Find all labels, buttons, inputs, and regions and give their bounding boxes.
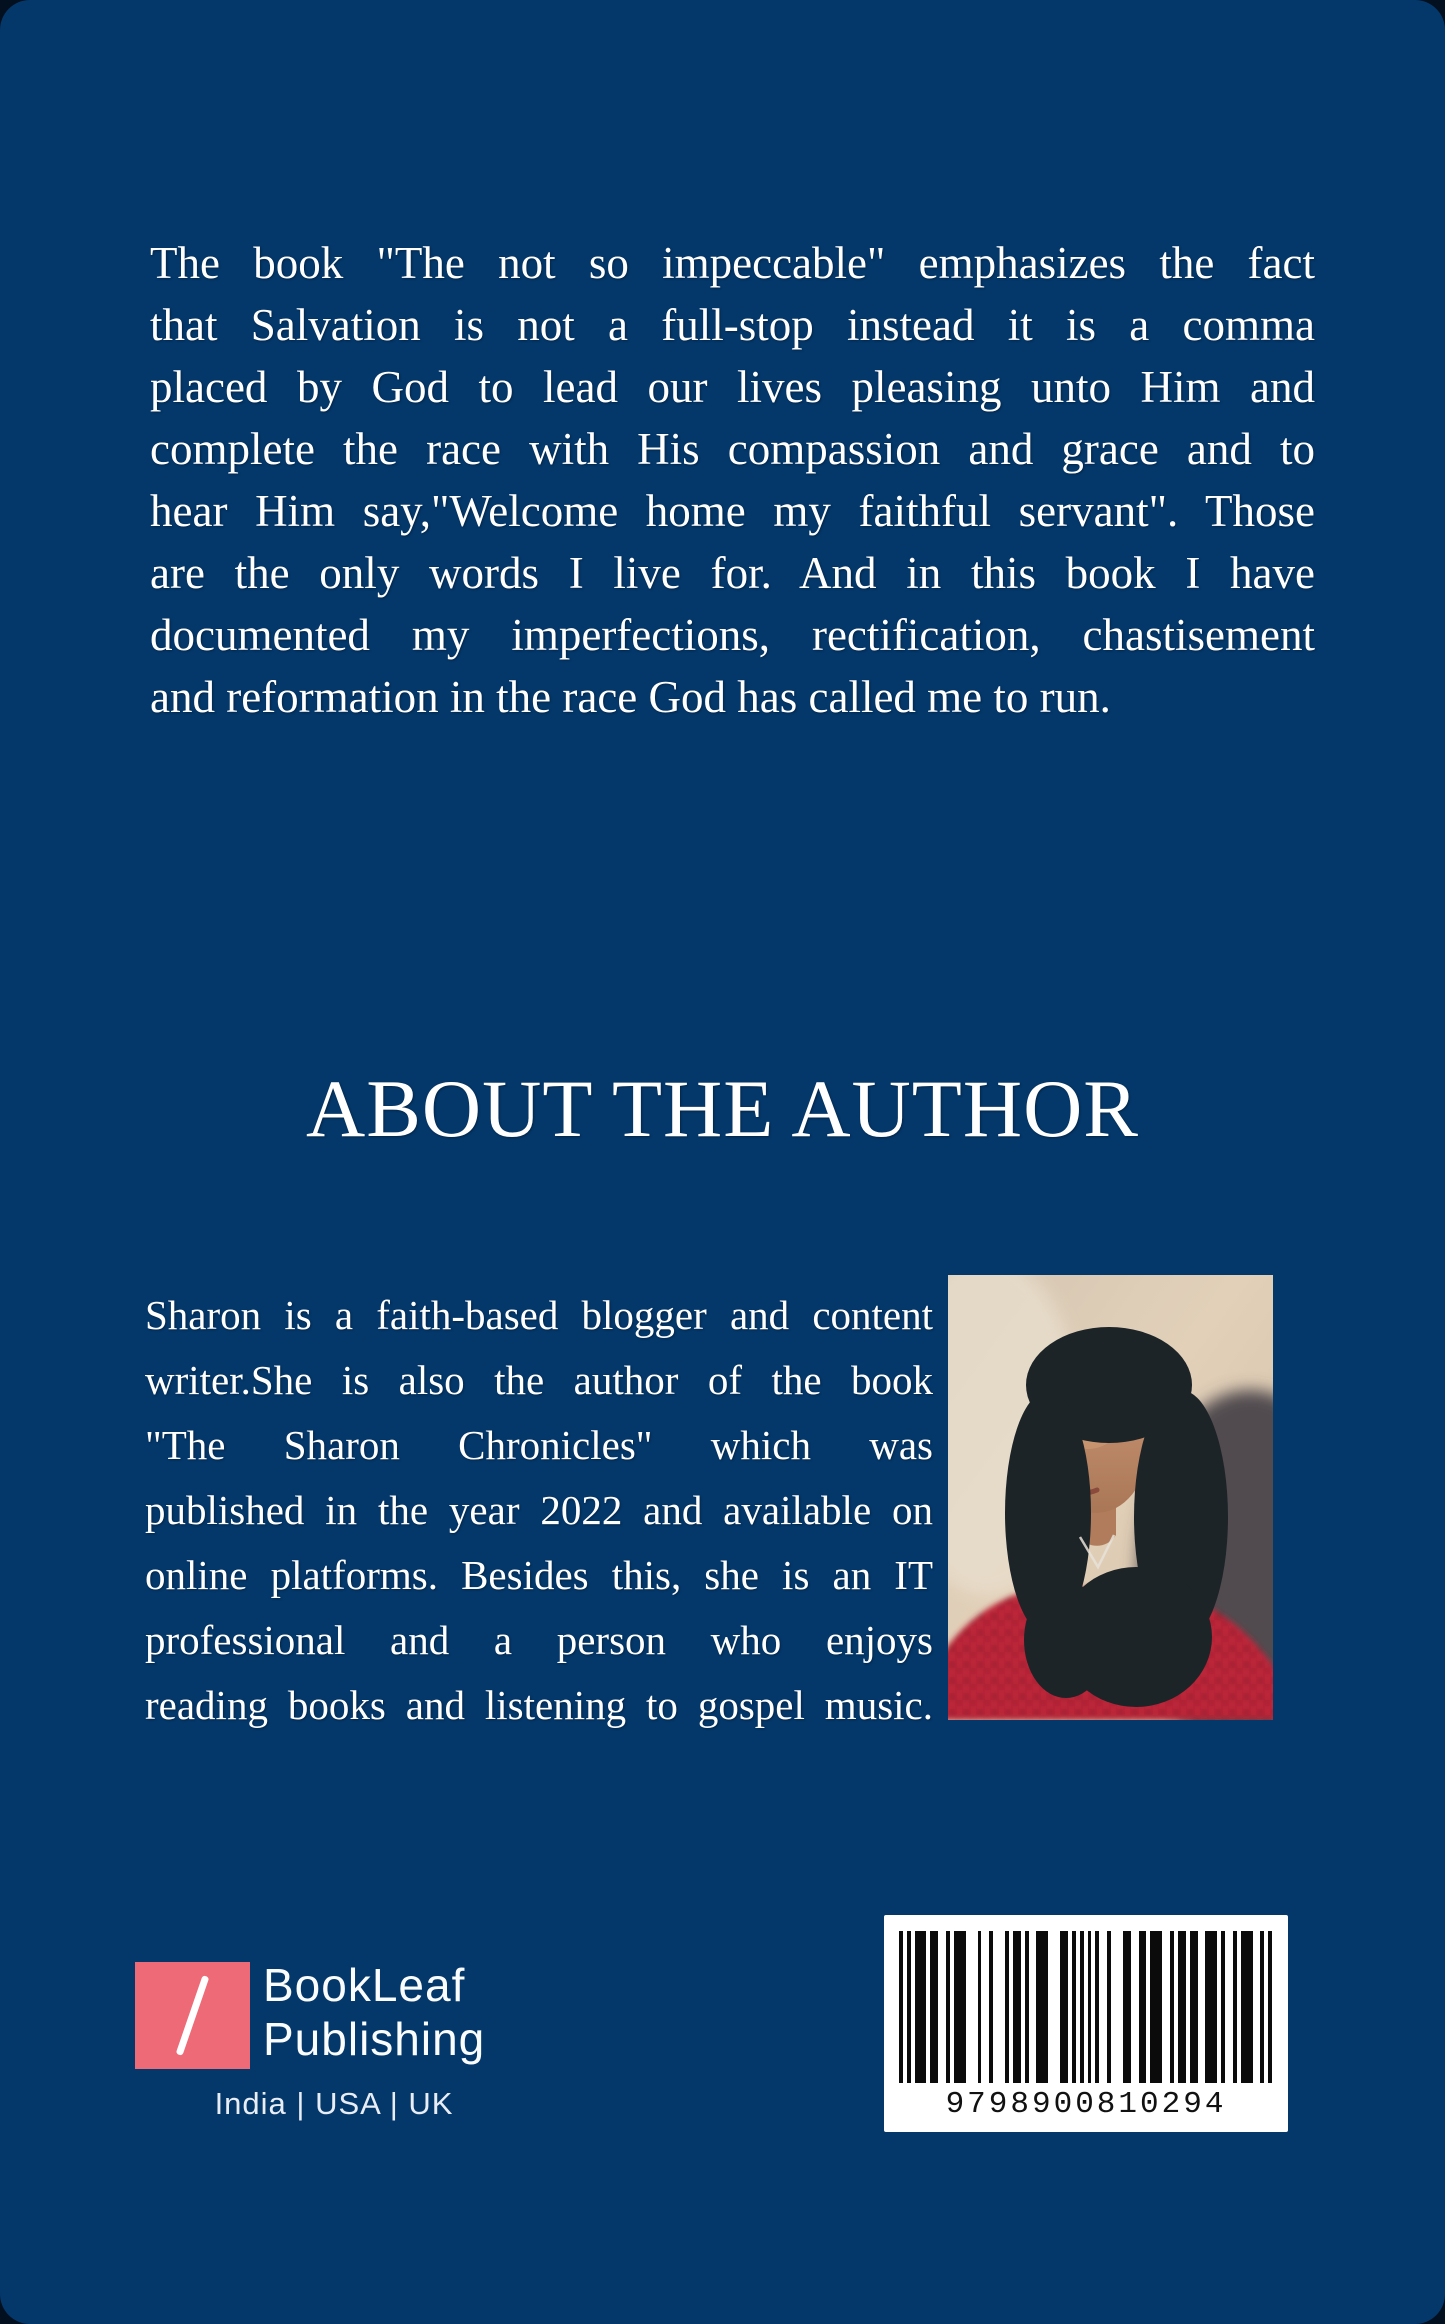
barcode-bar bbox=[930, 1931, 938, 2083]
synopsis-line: documented my imperfections, rectification, chastisement bbox=[150, 610, 1315, 660]
synopsis-line: The book "The not so impeccable" emphasizes the fact bbox=[150, 238, 1315, 288]
barcode-space bbox=[1048, 1931, 1060, 2083]
bio-line: "The Sharon Chronicles" which was bbox=[145, 1422, 933, 1468]
barcode-bar bbox=[1060, 1931, 1068, 2083]
synopsis-line: hear Him say,"Welcome home my faithful servant". Those bbox=[150, 486, 1315, 536]
publisher-regions: India | USA | UK bbox=[214, 2086, 454, 2121]
publisher-name bbox=[263, 1958, 485, 2066]
barcode-space bbox=[1253, 1931, 1261, 2083]
barcode-bar bbox=[1139, 1931, 1147, 2083]
barcode-space bbox=[966, 1931, 978, 2083]
barcode-bar bbox=[1268, 1931, 1272, 2083]
barcode-space bbox=[993, 1931, 1005, 2083]
barcode-bar bbox=[1190, 1931, 1198, 2083]
barcode-bar bbox=[1123, 1931, 1131, 2083]
author-bio bbox=[145, 1283, 933, 1738]
author-portrait-illustration bbox=[948, 1275, 1273, 1720]
barcode-space bbox=[938, 1931, 946, 2083]
author-photo bbox=[948, 1275, 1273, 1720]
publisher-name-line1: BookLeaf bbox=[263, 1959, 466, 2011]
barcode-bar bbox=[1036, 1931, 1048, 2083]
synopsis-line: and reformation in the race God has called me to run. bbox=[150, 672, 1111, 722]
barcode-bar bbox=[1013, 1931, 1021, 2083]
synopsis-line: are the only words I live for. And in this book I have bbox=[150, 548, 1315, 598]
barcode-bar bbox=[1205, 1931, 1217, 2083]
barcode-space bbox=[1099, 1931, 1107, 2083]
slash-icon bbox=[176, 1975, 210, 2056]
synopsis-line: complete the race with His compassion and grace and to bbox=[150, 424, 1315, 474]
barcode-bar bbox=[915, 1931, 927, 2083]
book-synopsis bbox=[150, 232, 1315, 728]
bio-line: published in the year 2022 and available on bbox=[145, 1487, 933, 1533]
bio-line: online platforms. Besides this, she is an IT bbox=[145, 1552, 933, 1598]
barcode-space bbox=[981, 1931, 989, 2083]
publisher-name-line2: Publishing bbox=[263, 2013, 486, 2065]
barcode-space bbox=[1198, 1931, 1206, 2083]
barcode-bar bbox=[1241, 1931, 1253, 2083]
barcode-space bbox=[1162, 1931, 1170, 2083]
bio-line: Sharon is a faith-based blogger and content bbox=[145, 1292, 933, 1338]
isbn-barcode bbox=[884, 1915, 1288, 2132]
barcode-bars bbox=[899, 1931, 1273, 2083]
synopsis-line: placed by God to lead our lives pleasing unto Him and bbox=[150, 362, 1315, 412]
barcode-space bbox=[1131, 1931, 1139, 2083]
synopsis-line: that Salvation is not a full-stop instead it is a comma bbox=[150, 300, 1315, 350]
bio-line: reading books and listening to gospel music. bbox=[145, 1682, 933, 1728]
bookleaf-logo-icon bbox=[135, 1962, 250, 2069]
isbn-number: 9798900810294 bbox=[945, 2087, 1227, 2122]
barcode-space bbox=[1111, 1931, 1123, 2083]
bio-line: writer.She is also the author of the book bbox=[145, 1357, 933, 1403]
barcode-space bbox=[1029, 1931, 1037, 2083]
barcode-bar bbox=[1150, 1931, 1162, 2083]
barcode-bar bbox=[1178, 1931, 1186, 2083]
barcode-bar bbox=[954, 1931, 966, 2083]
barcode-space bbox=[1225, 1931, 1233, 2083]
bio-line: professional and a person who enjoys bbox=[145, 1617, 933, 1663]
about-the-author-heading: ABOUT THE AUTHOR bbox=[306, 1063, 1139, 1154]
